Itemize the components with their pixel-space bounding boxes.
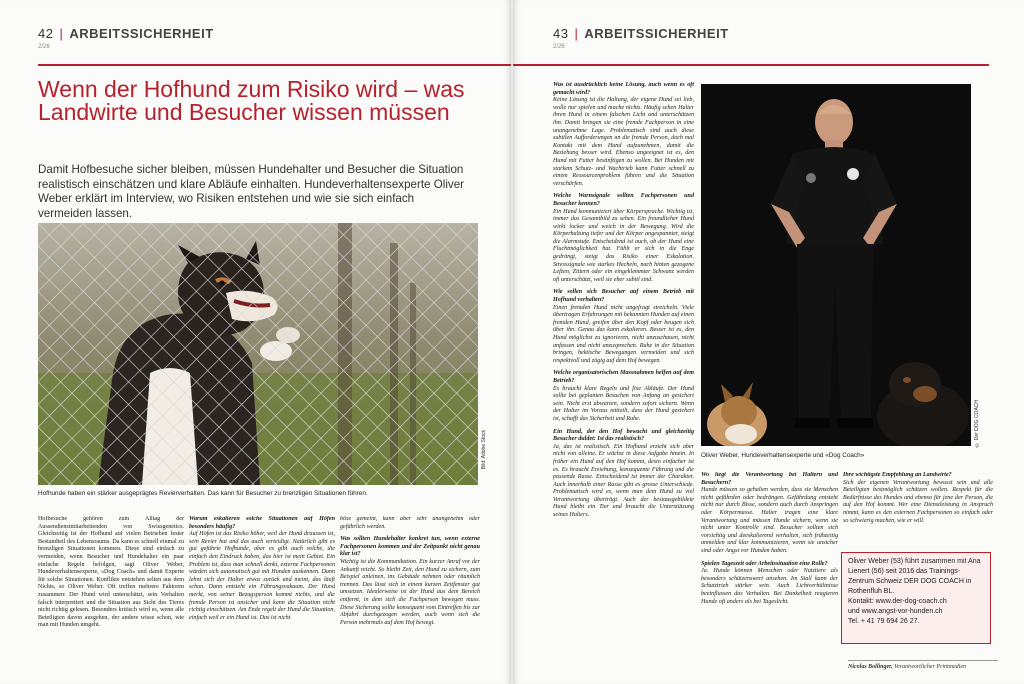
interview-answer: Sich der eigenen Verantwortung bewusst sein und alle Beteiligten bestmöglich schützen wollen. Respekt für die Bedürfnisse des Hundes und ebenso für jene der Person, die auf den Hof kommt. Wer eine Dienstleistung in Anspruch nimmt, kann es den externen Fachpersonen so einfach oder so schwierig machen, wie er will. (843, 479, 993, 524)
author-name: Nicolas Bollinger, (848, 664, 893, 670)
interview-answer: Hunde müssen so gehalten werden, dass sie Menschen nicht gefährden oder bedrängen. Gefährdung entsteht nicht nur durch Bisse, sondern auch durch Anspringen oder Körpermasse. Halter tragen eine klare Verantwortung und müssen Hunde sichern, wenn sie nicht unter Kontrolle sind. Besucher sollten sich vorsichtig und deeskalierend verhalten, sich frühzeitig anmelden und klar kommunizieren, wenn sie unsicher sind oder Angst vor Hunden haben. (701, 487, 838, 554)
left-section-label: ARBEITSSICHERHEIT (69, 26, 214, 41)
interview-answer: Auf Höfen ist das Risiko höher, weil der Hund draussen ist, sein Revier hat und das auch verteidigt. Natürlich gibt es gut geführte Hofhunde, aber es gibt auch solche, die einfach den Eindruck haben, das hier ist mein Gebiet. Ein Problem ist, dass man schnell denkt, externe Fachpersonen würden sich automatisch gut mit Hunden auskennen. Dann lehnt sich der Halter etwas zurück und meint, das läuft schon. Dann entsteht ein Führungsvakuum. Der Hund merkt, von seiner Bezugsperson kommt nichts, und die fremde Person ist unsicher und kann die Situation nicht richtig einschätzen. Am Ende regelt der Hund die Situation, einfach weil er ein Hund ist. Das ist nicht (189, 531, 335, 621)
right-photo-credit: © Der DOG COACH (974, 400, 980, 448)
right-red-rule (513, 64, 989, 66)
interview-question: Wo liegt die Verantwortung bei Haltern und Besuchern? (701, 472, 838, 486)
interview-answer: Wichtig ist die Kommunikation. Ein kurzer Anruf vor der Ankunft reicht. So bleibt Zeit, den Hund zu sichern, zum Beispiel anleinen, ins Gebäude nehmen oder räumlich trennen. Das lässt sich in einem kurzen Zeitfenster gut umsetzen. Idealerweise ist der Hund aus dem Bereich entfernt, in dem sich die Fachperson bewegen muss. Diese Sicherung sollte konsequent vom Eintreffen bis zur Abfahrt durchgezogen werden, auch wenn sich die Person mehrmals auf dem Hof bewegt. (340, 558, 480, 626)
info-box-contact: Kontakt: www.der-dog-coach.ch (848, 598, 947, 605)
interview-answer: Ja. Hunde können Menschen oder Nutztiere als besonders schützenswert ansehen. Im Stall kann der Schutztrieb stärker sein. Auch Lichtverhältnisse beeinflussen das Verhalten. Bei Dunkelheit reagieren Hunde oft anders als bei Tageslicht. (701, 568, 838, 605)
right-body-column-1 (553, 82, 694, 676)
article-title: Wenn der Hofhund zum Risiko wird – was Landwirte und Besucher wissen müssen (38, 76, 465, 125)
left-issue-number: 2/26 (38, 44, 50, 50)
right-page-number: 43 (553, 26, 569, 41)
left-body-column-3 (340, 516, 480, 678)
left-body-column-1 (38, 516, 184, 678)
interview-question: Welche Warnsignale sollten Fachpersonen und Besucher kennen? (553, 193, 694, 207)
oliver-weber-photo (701, 84, 971, 446)
author-credit (848, 660, 998, 670)
portrait-illustration (701, 84, 971, 446)
interview-answer: Es braucht klare Regeln und fixe Abläufe. Der Hund sollte bei geplanten Besuchen von Anfang an gesichert sein. Nicht erst abwarten, sondern sofort sichern. Wenn der Halter im Voraus mitteilt, dass der Hund gesichert ist, schafft das Sicherheit und Ruhe. (553, 385, 694, 422)
interview-question: Warum eskalieren solche Situationen auf Höfen besonders häufig? (189, 516, 335, 530)
interview-answer: böse gemeint, kann aber sehr unangenehm oder gefährlich werden. (340, 516, 480, 530)
right-body-column-3 (843, 472, 993, 548)
info-box (841, 552, 991, 644)
info-box-website: und www.angst-vor-hunden.ch (848, 608, 943, 615)
interview-question: Was ist ausdrücklich keine Lösung, auch wenn es oft gemacht wird? (553, 82, 694, 96)
left-running-head: 42 | ARBEITSSICHERHEIT (38, 26, 214, 41)
author-role: Verantwortlicher Printmedien (894, 664, 966, 670)
interview-question: Spielen Tageszeit oder Arbeitssituation eine Rolle? (701, 560, 828, 567)
barking-dog-illustration (38, 223, 478, 485)
interview-question: Ihre wichtigste Empfehlung an Landwirte? (843, 472, 952, 478)
left-red-rule (38, 64, 511, 66)
interview-answer: Ein Hund kommuniziert über Körpersprache. Wichtig ist, immer das Gesamtbild zu sehen. Ein freundlicher Hund wirkt locker und weich in der Bewegung. Wird die Körperhaltung tiefer und der Körper angespannter, steigt die Alarmstufe. Entscheidend ist auch, ob der Hund eine Fluchtmöglichkeit hat. Fühlt er sich in die Enge gedrängt, steigt das Risiko einer Eskalation. Stresssignale wie starkes Hecheln, nach hinten gezogene Lefzen, Zittern oder ein eingeklemmter Schwanz werden oft unterschätzt, weil sie eher subtil sind. (553, 208, 694, 283)
left-photo-caption: Hofhunde haben ein stärker ausgeprägtes Revierverhalten. Das kann für Besucher zu brenzligen Situationen führen. (38, 490, 368, 497)
right-running-head: 43 | ARBEITSSICHERHEIT (553, 26, 729, 41)
interview-answer: Ja, das ist realistisch. Ein Hofhund erzieht sich aber nicht von alleine. Er wächst in diese Aufgabe hinein. In früher ein Hund auf den Hof kommt, desto einfacher ist es. Es braucht Erziehung, konsequente Führung und die passende Rasse. Entscheidend ist immer der Charakter. Auch innerhalb einer Rasse gibt es grosse Unterschiede. Problematisch wird es, wenn man dem Hund zu viel Verantwortung überträgt. Auch der bestausgebildete Hund bleibt ein Tier und braucht die Unterstützung seines Halters. (553, 443, 694, 519)
left-page-number: 42 (38, 26, 54, 41)
right-section-label: ARBEITSSICHERHEIT (584, 26, 729, 41)
intro-paragraph: Hofbesuche gehören zum Alltag der Aussendienstmitarbeitenden von Swissgenetics. Gleichzeitig ist der Hofhund auf vielen Betrieben fester Bestandteil des Lebensraums. Da kann es schnell einmal zu brenzligen Situationen kommen. Diese sind einfach zu vermeiden, wenn Besucher und Hundehalter ein paar einfache Regeln befolgen, sagt Oliver Weber, Hundeverhaltensexperte, «Dog Coach» und damit Experte für solche Situationen. Konflikte entstehen selten aus dem Nichts, so Oliver Weber. Oft treffen mehrere Faktoren zusammen: Der Hund wird unterschätzt, sein Verhalten falsch interpretiert und die Situation aus Sicht des Tieres nicht richtig gelesen. Besonders kritisch wird es, wenn alle Beteiligten davon ausgehen, der andere wisse schon, wie man mit Hunden umgeht. (38, 516, 184, 629)
info-box-text: Oliver Weber (53) führt zusammen mit Ana Lienert (56) seit 2016 das Trainings-Zentrum Schweiz DER DOG COACH in Rothenfluh BL. (848, 558, 981, 595)
interview-answer: Keine Lösung ist die Haltung, der eigene Hund sei lieb, wolle nur spielen und mache nichts. Häufig sehen Halter ihren Hund in einem falschen Licht und unterschätzen ihn. Damit bringen sie eine fremde Fachperson in eine unangenehme Lage. Problematisch sind auch diese subtilen Aufforderungen an die fremde Person, doch mal Kontakt mit dem Hund aufzunehmen, damit die Beziehung besser wird. Ebenso ungeeignet ist es, den Hund mit Futter besänftigen zu wollen. Bei Hunden mit starkem Schutz- und Wachtrieb kann Futter schnell zu einem Ressourcenproblem führen und die Situation verschärfen. (553, 97, 694, 187)
left-page (0, 0, 511, 684)
right-issue-number: 2/26 (553, 44, 565, 50)
interview-question: Ein Hund, der den Hof bewacht und gleichzeitig Besucher duldet: Ist das realistisch? (553, 428, 694, 443)
right-photo-caption: Oliver Weber, Hundeverhaltensexperte und «Dog Coach» (701, 452, 865, 459)
article-lead: Damit Hofbesuche sicher bleiben, müssen Hundehalter und Besucher die Situation realistisch einschätzen und klare Abläufe einhalten. Hundeverhaltensexperte Oliver Weber erklärt im Interview, wo Risiken entstehen und wie sie sich einfach vermeiden lassen. (38, 163, 465, 220)
left-photo-credit: Bild: Adobe Stock (481, 430, 487, 470)
interview-question: Welche organisatorischen Massnahmen helfen auf dem Betrieb? (553, 370, 694, 384)
left-body-column-2 (189, 516, 335, 678)
barking-dog-photo (38, 223, 478, 485)
info-box-phone: Tel. + 41 79 694 26 27. (848, 618, 920, 625)
interview-question: Was sollten Hundehalter konkret tun, wenn externe Fachpersonen kommen und der Zeitpunkt nicht genau klar ist? (340, 536, 480, 558)
interview-question: Wie sollen sich Besucher auf einem Betrieb mit Hofhund verhalten? (553, 289, 694, 304)
right-body-column-2 (701, 472, 838, 676)
interview-answer: Einen fremden Hund nicht ungefragt streicheln. Viele übertragen Erfahrungen mit bekannten Hunden auf einen fremden Hund, greifen über den Kopf oder beugen sich über ihn. Genau das kann eskalieren. Besser ist es, den Hund möglichst zu ignorieren, nicht anzuschauen, nicht anfassen und nicht anzusprechen. Ruhe in der Situation bringen, hektische Bewegungen vermeiden und sich respektvoll und zügig auf dem Hof bewegen. (553, 304, 694, 364)
